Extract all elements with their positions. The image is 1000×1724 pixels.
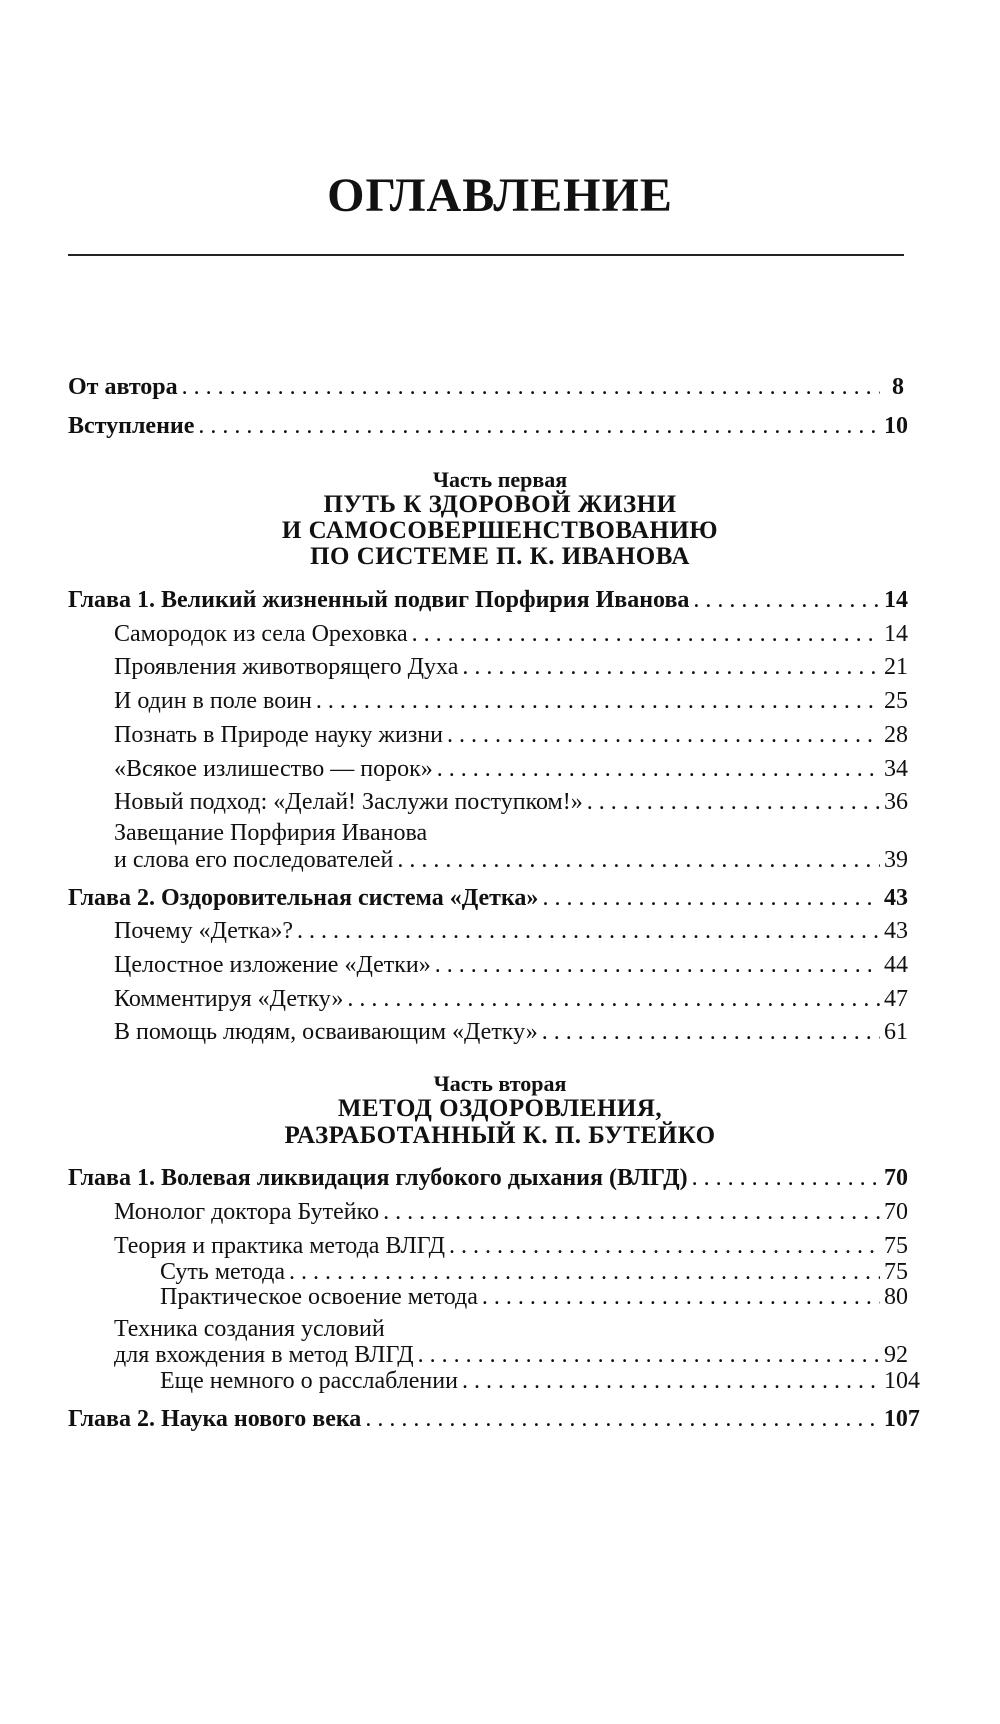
- toc-entry[interactable]: [114, 720, 908, 750]
- toc-page-number: 107: [883, 1406, 920, 1432]
- dot-leader: [182, 372, 880, 402]
- dot-leader: [412, 619, 880, 649]
- toc-page-number: 34: [884, 756, 908, 782]
- dot-leader: [397, 845, 880, 875]
- toc-page-number: 25: [884, 688, 908, 714]
- toc-entry[interactable]: [114, 1197, 908, 1227]
- toc-entry[interactable]: [114, 619, 908, 649]
- toc-entry-label: и слова его последователей: [114, 847, 394, 873]
- toc-entry-label: Глава 1. Великий жизненный подвиг Порфирия Иванова: [68, 587, 690, 613]
- toc-entry-label: И один в поле воин: [114, 688, 312, 714]
- toc-chapter-1-1[interactable]: [68, 585, 908, 615]
- toc-entry[interactable]: [114, 845, 908, 875]
- dot-leader: [316, 686, 880, 716]
- toc-entry-label: Глава 2. Наука нового века: [68, 1406, 362, 1432]
- toc-entry-label: Глава 2. Оздоровительная система «Детка»: [68, 885, 539, 911]
- dot-leader: [447, 720, 880, 750]
- toc-subentry[interactable]: [160, 1282, 908, 1312]
- dot-leader: [297, 916, 880, 946]
- toc-entry[interactable]: [114, 1017, 908, 1047]
- toc-entry[interactable]: [114, 754, 908, 784]
- toc-page-number: 92: [884, 1342, 908, 1368]
- dot-leader: [542, 1017, 880, 1047]
- toc-page-number: 43: [884, 918, 908, 944]
- toc-page-number: 8: [892, 374, 904, 400]
- page-title: ОГЛАВЛЕНИЕ: [327, 169, 673, 222]
- toc-entry-label: «Всякое излишество — порок»: [114, 756, 433, 782]
- part1-title-line: ПУТЬ К ЗДОРОВОЙ ЖИЗНИ: [323, 491, 677, 518]
- toc-chapter-2-1[interactable]: [68, 1163, 908, 1193]
- toc-entry-label: Комментируя «Детку»: [114, 986, 344, 1012]
- toc-entry-label-line1[interactable]: Завещание Порфирия Иванова: [114, 820, 428, 846]
- toc-page-number: 14: [884, 587, 908, 613]
- toc-page-number: 75: [884, 1259, 908, 1285]
- part2-subtitle: Часть вторая: [433, 1071, 567, 1096]
- toc-page-number: 44: [884, 952, 908, 978]
- dot-leader: [435, 950, 880, 980]
- toc-entry-label: Суть метода: [160, 1259, 286, 1285]
- toc-page-number: 70: [884, 1199, 908, 1225]
- dot-leader: [587, 787, 880, 817]
- toc-entry-label: Монолог доктора Бутейко: [114, 1199, 380, 1225]
- toc-page-number: 10: [884, 413, 908, 439]
- toc-entry-label-line1[interactable]: Техника создания условий: [114, 1316, 385, 1342]
- toc-entry-label: Целостное изложение «Детки»: [114, 952, 431, 978]
- toc-entry-label: Глава 1. Волевая ликвидация глубокого дыхания (ВЛГД): [68, 1165, 688, 1191]
- toc-entry-label: Вступление: [68, 413, 195, 439]
- toc-entry-label: Самородок из села Ореховка: [114, 621, 408, 647]
- dot-leader: [542, 883, 880, 913]
- toc-entry-label: Проявления животворящего Духа: [114, 654, 459, 680]
- toc-page-number: 47: [884, 986, 908, 1012]
- toc-subentry[interactable]: [160, 1366, 920, 1396]
- dot-leader: [437, 754, 880, 784]
- toc-page-number: 75: [884, 1233, 908, 1259]
- toc-entry[interactable]: [114, 652, 908, 682]
- toc-entry-label: Еще немного о расслаблении: [160, 1368, 458, 1394]
- toc-page-number: 28: [884, 722, 908, 748]
- dot-leader: [462, 652, 880, 682]
- dot-leader: [347, 984, 880, 1014]
- toc-entry-label: Новый подход: «Делай! Заслужи поступком!»: [114, 789, 583, 815]
- toc-chapter-1-2[interactable]: [68, 883, 908, 913]
- toc-entry-label: Почему «Детка»?: [114, 918, 294, 944]
- dot-leader: [462, 1366, 880, 1396]
- title-divider: [68, 254, 904, 256]
- toc-page-number: 14: [884, 621, 908, 647]
- toc-page-number: 21: [884, 654, 908, 680]
- toc-entry[interactable]: [114, 984, 908, 1014]
- toc-chapter-2-2[interactable]: [68, 1404, 920, 1434]
- part1-title-line: И САМОСОВЕРШЕНСТВОВАНИЮ: [281, 517, 719, 544]
- part2-title-line: РАЗРАБОТАННЫЙ К. П. БУТЕЙКО: [284, 1122, 716, 1149]
- toc-entry-label: От автора: [68, 374, 178, 400]
- toc-page-number: 36: [884, 789, 908, 815]
- toc-page-number: 61: [884, 1019, 908, 1045]
- toc-page-number: 43: [884, 885, 908, 911]
- toc-entry-label: Познать в Природе науку жизни: [114, 722, 443, 748]
- toc-page-number: 39: [884, 847, 908, 873]
- dot-leader: [482, 1282, 880, 1312]
- dot-leader: [693, 585, 880, 615]
- toc-entry-introduction[interactable]: [68, 411, 908, 441]
- toc-page-number: 70: [884, 1165, 908, 1191]
- dot-leader: [692, 1163, 880, 1193]
- part2-title-line: МЕТОД ОЗДОРОВЛЕНИЯ,: [337, 1095, 663, 1122]
- toc-entry-label: Практическое освоение метода: [160, 1284, 478, 1310]
- part1-title-line: ПО СИСТЕМЕ П. К. ИВАНОВА: [310, 543, 690, 570]
- toc-entry[interactable]: [114, 787, 908, 817]
- toc-page-number: 80: [884, 1284, 908, 1310]
- dot-leader: [365, 1404, 880, 1434]
- toc-entry-from-author[interactable]: [68, 372, 904, 402]
- toc-entry[interactable]: [114, 950, 908, 980]
- dot-leader: [198, 411, 880, 441]
- part1-subtitle: Часть первая: [432, 467, 568, 492]
- toc-entry-label: для вхождения в метод ВЛГД: [114, 1342, 414, 1368]
- toc-entry[interactable]: [114, 686, 908, 716]
- dot-leader: [383, 1197, 880, 1227]
- toc-entry-label: Теория и практика метода ВЛГД: [114, 1233, 445, 1259]
- toc-page-number: 104: [884, 1368, 920, 1394]
- toc-entry[interactable]: [114, 916, 908, 946]
- toc-entry-label: В помощь людям, осваивающим «Детку»: [114, 1019, 538, 1045]
